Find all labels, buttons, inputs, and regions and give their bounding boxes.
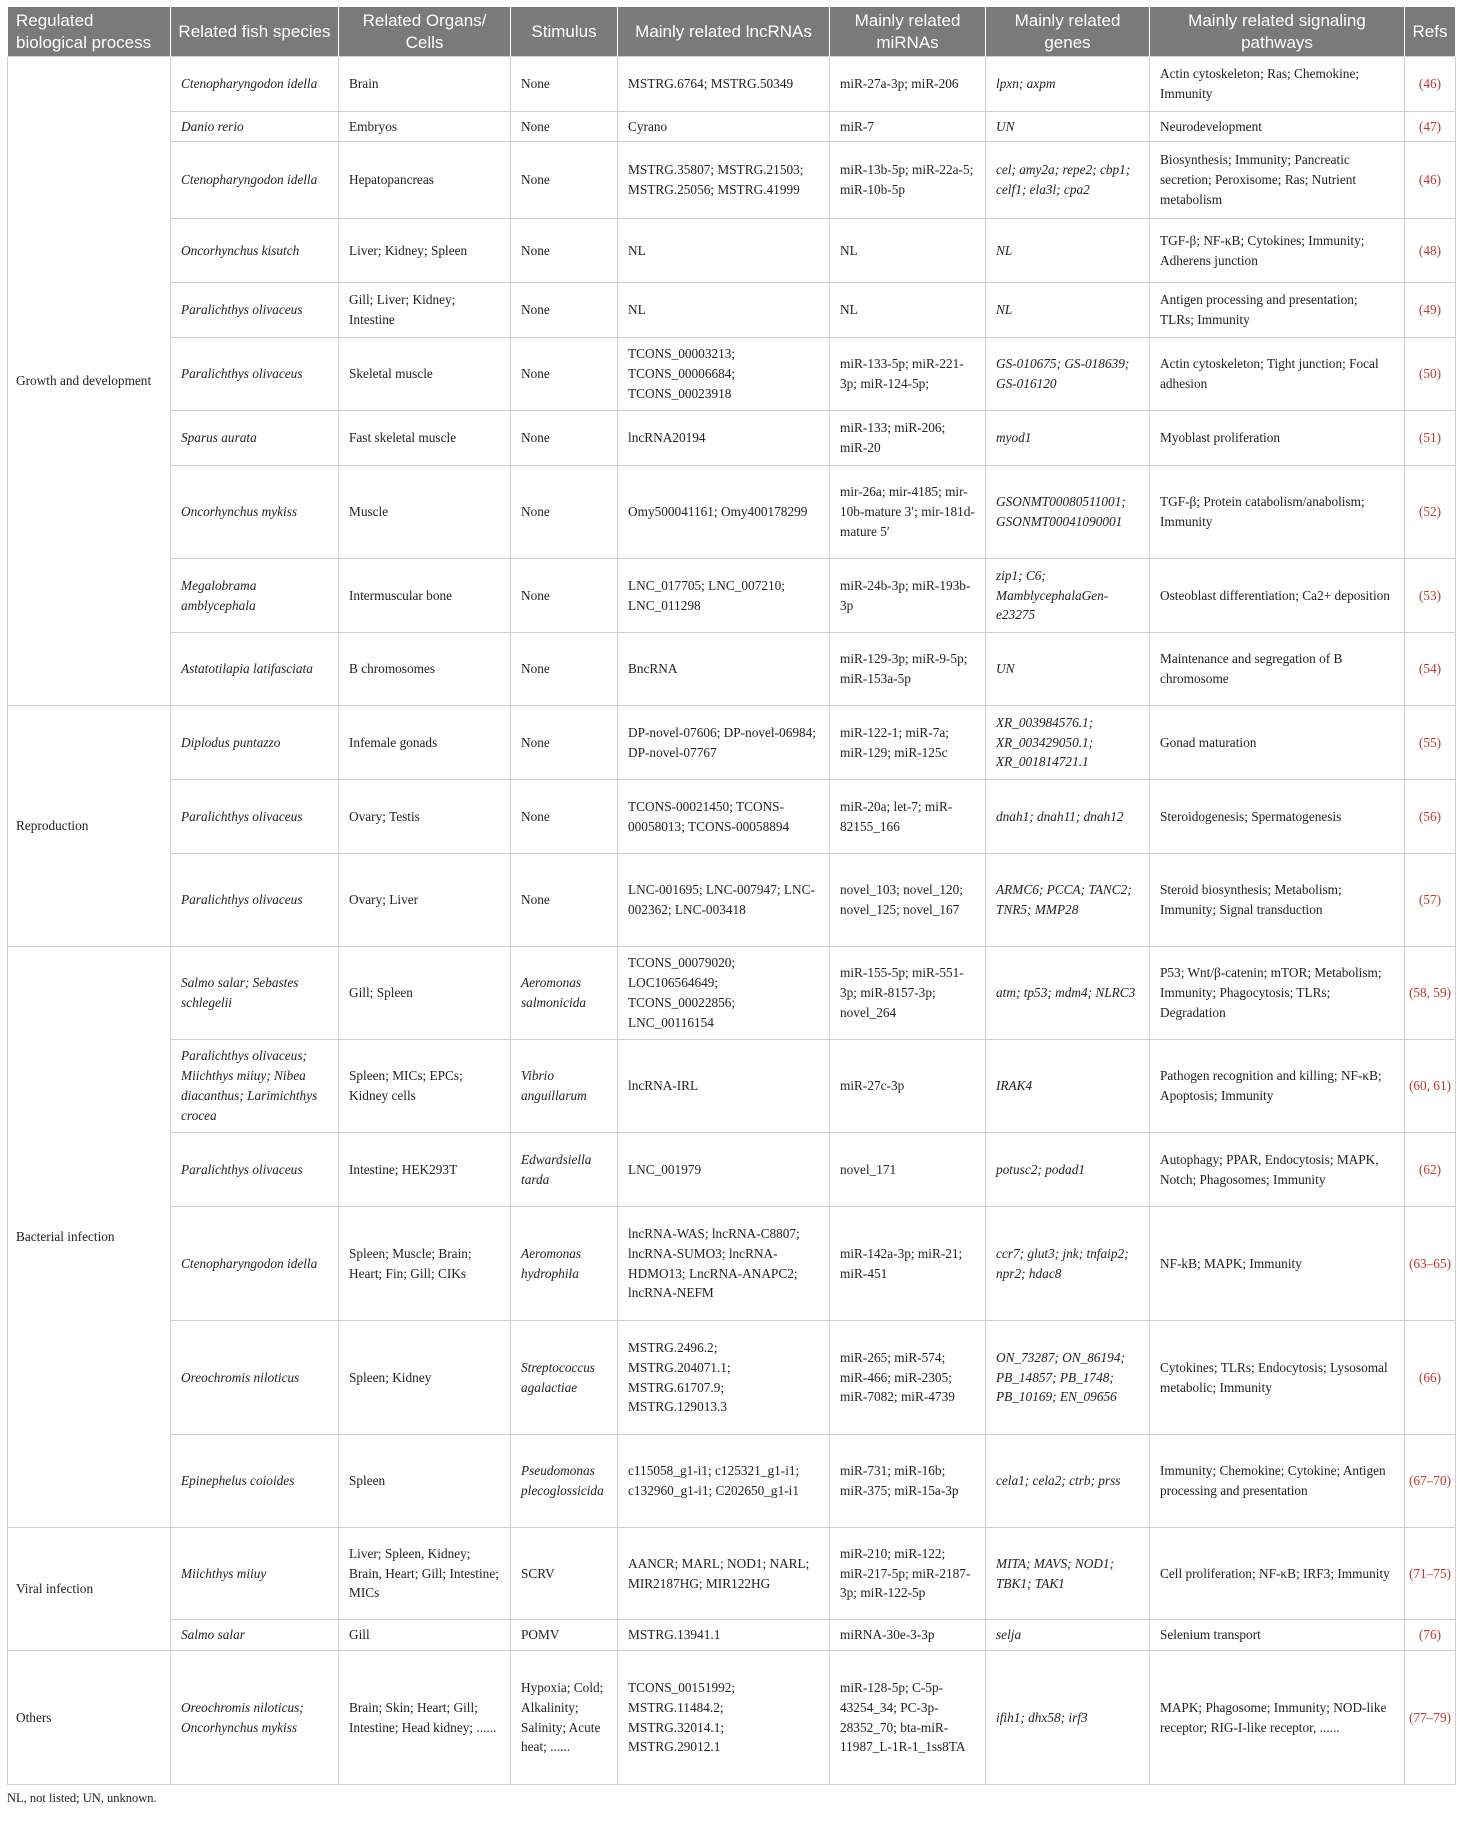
species-cell: Miichthys miiuy <box>171 1528 339 1620</box>
genes-cell: ON_73287; ON_86194; PB_14857; PB_1748; PB_10169; EN_09656 <box>986 1321 1150 1435</box>
mirnas-cell: miR-133; miR-206; miR-20 <box>830 411 986 466</box>
header-genes: Mainly related genes <box>986 7 1150 57</box>
mirnas-cell: NL <box>830 219 986 283</box>
mirnas-cell: miR-129-3p; miR-9-5p; miR-153a-5p <box>830 633 986 706</box>
table-row <box>8 411 1456 466</box>
table-row <box>8 219 1456 283</box>
species-cell: Salmo salar <box>171 1620 339 1651</box>
stimulus-cell: None <box>511 559 618 633</box>
mirnas-cell: mir-26a; mir-4185; mir-10b-mature 3′; mir-181d-mature 5′ <box>830 466 986 559</box>
lncrnas-cell: MSTRG.35807; MSTRG.21503; MSTRG.25056; MSTRG.41999 <box>618 142 830 219</box>
stimulus-cell: Streptococcus agalactiae <box>511 1321 618 1435</box>
pathways-cell: Steroidogenesis; Spermatogenesis <box>1150 780 1405 854</box>
organs-cell: Ovary; Liver <box>339 854 511 947</box>
mirnas-cell: NL <box>830 283 986 338</box>
species-cell: Ctenopharyngodon idella <box>171 1207 339 1321</box>
organs-cell: Gill; Spleen <box>339 947 511 1040</box>
header-lncrnas: Mainly related lncRNAs <box>618 7 830 57</box>
mirnas-cell: miR-265; miR-574; miR-466; miR-2305; miR-7082; miR-4739 <box>830 1321 986 1435</box>
table-row <box>8 283 1456 338</box>
mirnas-cell: miR-210; miR-122; miR-217-5p; miR-2187-3p; miR-122-5p <box>830 1528 986 1620</box>
pathways-cell: TGF-β; NF-κB; Cytokines; Immunity; Adherens junction <box>1150 219 1405 283</box>
table-row <box>8 1321 1456 1435</box>
process-cell: Bacterial infection <box>8 947 171 1528</box>
genes-cell: NL <box>986 283 1150 338</box>
refs-cell: (54) <box>1405 633 1456 706</box>
pathways-cell: Gonad maturation <box>1150 706 1405 780</box>
stimulus-cell: Aeromonas salmonicida <box>511 947 618 1040</box>
organs-cell: Brain; Skin; Heart; Gill; Intestine; Head kidney; ...... <box>339 1651 511 1785</box>
pathways-cell: TGF-β; Protein catabolism/anabolism; Immunity <box>1150 466 1405 559</box>
organs-cell: Brain <box>339 57 511 112</box>
mirnas-cell: novel_103; novel_120; novel_125; novel_167 <box>830 854 986 947</box>
pathways-cell: Neurodevelopment <box>1150 112 1405 142</box>
genes-cell: UN <box>986 633 1150 706</box>
mirnas-cell: miR-7 <box>830 112 986 142</box>
stimulus-cell: Aeromonas hydrophila <box>511 1207 618 1321</box>
header-process: Regulated biological process <box>8 7 171 57</box>
genes-cell: MITA; MAVS; NOD1; TBK1; TAK1 <box>986 1528 1150 1620</box>
refs-cell: (53) <box>1405 559 1456 633</box>
organs-cell: Spleen; Muscle; Brain; Heart; Fin; Gill; CIKs <box>339 1207 511 1321</box>
stimulus-cell: None <box>511 338 618 411</box>
genes-cell: NL <box>986 219 1150 283</box>
pathways-cell: MAPK; Phagosome; Immunity; NOD-like receptor; RIG-I-like receptor, ...... <box>1150 1651 1405 1785</box>
organs-cell: Spleen <box>339 1435 511 1528</box>
refs-cell: (46) <box>1405 57 1456 112</box>
mirnas-cell: miR-142a-3p; miR-21; miR-451 <box>830 1207 986 1321</box>
pathways-cell: Actin cytoskeleton; Ras; Chemokine; Immunity <box>1150 57 1405 112</box>
table-footnote: NL, not listed; UN, unknown. <box>7 1791 157 1805</box>
lncrnas-cell: MSTRG.13941.1 <box>618 1620 830 1651</box>
genes-cell: potusc2; podad1 <box>986 1133 1150 1207</box>
stimulus-cell: None <box>511 142 618 219</box>
table-container <box>7 7 1455 1806</box>
species-cell: Paralichthys olivaceus <box>171 1133 339 1207</box>
species-cell: Sparus aurata <box>171 411 339 466</box>
lncrnas-cell: MSTRG.2496.2; MSTRG.204071.1; MSTRG.61707.9; MSTRG.129013.3 <box>618 1321 830 1435</box>
refs-cell: (77–79) <box>1405 1651 1456 1785</box>
process-cell: Reproduction <box>8 706 171 947</box>
lncrnas-cell: lncRNA-IRL <box>618 1040 830 1133</box>
species-cell: Megalobrama amblycephala <box>171 559 339 633</box>
mirnas-cell: novel_171 <box>830 1133 986 1207</box>
lncrnas-cell: MSTRG.6764; MSTRG.50349 <box>618 57 830 112</box>
lncrnas-cell: LNC-001695; LNC-007947; LNC-002362; LNC-003418 <box>618 854 830 947</box>
lncrnas-cell: NL <box>618 283 830 338</box>
organs-cell: Spleen; MICs; EPCs; Kidney cells <box>339 1040 511 1133</box>
lncrnas-cell: TCONS_00003213; TCONS_00006684; TCONS_00023918 <box>618 338 830 411</box>
stimulus-cell: None <box>511 57 618 112</box>
pathways-cell: NF-kB; MAPK; Immunity <box>1150 1207 1405 1321</box>
header-organs: Related Organs/ Cells <box>339 7 511 57</box>
refs-cell: (51) <box>1405 411 1456 466</box>
stimulus-cell: Vibrio anguillarum <box>511 1040 618 1133</box>
lncrnas-cell: AANCR; MARL; NOD1; NARL; MIR2187HG; MIR122HG <box>618 1528 830 1620</box>
organs-cell: Skeletal muscle <box>339 338 511 411</box>
stimulus-cell: None <box>511 112 618 142</box>
lncrnas-cell: DP-novel-07606; DP-novel-06984; DP-novel-07767 <box>618 706 830 780</box>
pathways-cell: Biosynthesis; Immunity; Pancreatic secretion; Peroxisome; Ras; Nutrient metabolism <box>1150 142 1405 219</box>
header-row <box>8 7 1456 57</box>
refs-cell: (58, 59) <box>1405 947 1456 1040</box>
lncrnas-cell: LNC_001979 <box>618 1133 830 1207</box>
pathways-cell: Antigen processing and presentation; TLRs; Immunity <box>1150 283 1405 338</box>
organs-cell: Embryos <box>339 112 511 142</box>
lncrnas-cell: lncRNA-WAS; lncRNA-C8807; lncRNA-SUMO3; lncRNA-HDMO13; LncRNA-ANAPC2; lncRNA-NEFM <box>618 1207 830 1321</box>
mirnas-cell: miRNA-30e-3-3p <box>830 1620 986 1651</box>
table-row <box>8 1040 1456 1133</box>
refs-cell: (76) <box>1405 1620 1456 1651</box>
stimulus-cell: None <box>511 466 618 559</box>
stimulus-cell: Pseudomonas plecoglossicida <box>511 1435 618 1528</box>
refs-cell: (67–70) <box>1405 1435 1456 1528</box>
genes-cell: IRAK4 <box>986 1040 1150 1133</box>
organs-cell: Infemale gonads <box>339 706 511 780</box>
stimulus-cell: None <box>511 633 618 706</box>
mirnas-cell: miR-155-5p; miR-551-3p; miR-8157-3p; novel_264 <box>830 947 986 1040</box>
table-row <box>8 633 1456 706</box>
genes-cell: myod1 <box>986 411 1150 466</box>
refs-cell: (60, 61) <box>1405 1040 1456 1133</box>
refs-cell: (50) <box>1405 338 1456 411</box>
table-row <box>8 1620 1456 1651</box>
species-cell: Paralichthys olivaceus <box>171 338 339 411</box>
stimulus-cell: None <box>511 219 618 283</box>
lncrnas-cell: lncRNA20194 <box>618 411 830 466</box>
genes-cell: GS-010675; GS-018639; GS-016120 <box>986 338 1150 411</box>
pathways-cell: Autophagy; PPAR, Endocytosis; MAPK, Notch; Phagosomes; Immunity <box>1150 1133 1405 1207</box>
genes-cell: lpxn; axpm <box>986 57 1150 112</box>
genes-cell: GSONMT00080511001; GSONMT00041090001 <box>986 466 1150 559</box>
pathways-cell: P53; Wnt/β-catenin; mTOR; Metabolism; Immunity; Phagocytosis; TLRs; Degradation <box>1150 947 1405 1040</box>
refs-cell: (57) <box>1405 854 1456 947</box>
stimulus-cell: Hypoxia; Cold; Alkalinity; Salinity; Acute heat; ...... <box>511 1651 618 1785</box>
species-cell: Ctenopharyngodon idella <box>171 142 339 219</box>
lncrnas-cell: Cyrano <box>618 112 830 142</box>
table-row <box>8 142 1456 219</box>
organs-cell: Spleen; Kidney <box>339 1321 511 1435</box>
pathways-cell: Actin cytoskeleton; Tight junction; Focal adhesion <box>1150 338 1405 411</box>
species-cell: Oncorhynchus mykiss <box>171 466 339 559</box>
pathways-cell: Steroid biosynthesis; Metabolism; Immunity; Signal transduction <box>1150 854 1405 947</box>
species-cell: Paralichthys olivaceus; Miichthys miiuy; Nibea diacanthus; Larimichthys crocea <box>171 1040 339 1133</box>
pathways-cell: Osteoblast differentiation; Ca2+ deposition <box>1150 559 1405 633</box>
refs-cell: (52) <box>1405 466 1456 559</box>
refs-cell: (56) <box>1405 780 1456 854</box>
genes-cell: ifih1; dhx58; irf3 <box>986 1651 1150 1785</box>
table-row <box>8 706 1456 780</box>
process-cell: Others <box>8 1651 171 1785</box>
refs-cell: (55) <box>1405 706 1456 780</box>
organs-cell: Fast skeletal muscle <box>339 411 511 466</box>
stimulus-cell: Edwardsiella tarda <box>511 1133 618 1207</box>
refs-cell: (62) <box>1405 1133 1456 1207</box>
genes-cell: zip1; C6; MamblycephalaGen-e23275 <box>986 559 1150 633</box>
organs-cell: Intermuscular bone <box>339 559 511 633</box>
pathways-cell: Maintenance and segregation of B chromosome <box>1150 633 1405 706</box>
organs-cell: Hepatopancreas <box>339 142 511 219</box>
mirnas-cell: miR-27a-3p; miR-206 <box>830 57 986 112</box>
species-cell: Astatotilapia latifasciata <box>171 633 339 706</box>
mirnas-cell: miR-27c-3p <box>830 1040 986 1133</box>
header-stimulus: Stimulus <box>511 7 618 57</box>
mirnas-cell: miR-128-5p; C-5p-43254_34; PC-3p-28352_70; bta-miR-11987_L-1R-1_1ss8TA <box>830 1651 986 1785</box>
refs-cell: (47) <box>1405 112 1456 142</box>
mirnas-cell: miR-133-5p; miR-221-3p; miR-124-5p; <box>830 338 986 411</box>
lncrnas-cell: TCONS_00079020; LOC106564649; TCONS_00022856; LNC_00116154 <box>618 947 830 1040</box>
species-cell: Epinephelus coioides <box>171 1435 339 1528</box>
pathways-cell: Myoblast proliferation <box>1150 411 1405 466</box>
stimulus-cell: None <box>511 706 618 780</box>
pathways-cell: Cytokines; TLRs; Endocytosis; Lysosomal metabolic; Immunity <box>1150 1321 1405 1435</box>
lncrnas-cell: BncRNA <box>618 633 830 706</box>
table-row <box>8 854 1456 947</box>
organs-cell: Gill; Liver; Kidney; Intestine <box>339 283 511 338</box>
mirnas-cell: miR-24b-3p; miR-193b-3p <box>830 559 986 633</box>
lncrnas-cell: Omy500041161; Omy400178299 <box>618 466 830 559</box>
table-row <box>8 1435 1456 1528</box>
organs-cell: Liver; Kidney; Spleen <box>339 219 511 283</box>
stimulus-cell: SCRV <box>511 1528 618 1620</box>
stimulus-cell: None <box>511 854 618 947</box>
refs-cell: (49) <box>1405 283 1456 338</box>
species-cell: Paralichthys olivaceus <box>171 854 339 947</box>
refs-cell: (63–65) <box>1405 1207 1456 1321</box>
table-row <box>8 466 1456 559</box>
organs-cell: Gill <box>339 1620 511 1651</box>
table-row <box>8 338 1456 411</box>
species-cell: Danio rerio <box>171 112 339 142</box>
genes-cell: XR_003984576.1; XR_003429050.1; XR_001814721.1 <box>986 706 1150 780</box>
table-row <box>8 780 1456 854</box>
stimulus-cell: POMV <box>511 1620 618 1651</box>
organs-cell: Liver; Spleen, Kidney; Brain, Heart; Gill; Intestine; MICs <box>339 1528 511 1620</box>
lncrnas-cell: NL <box>618 219 830 283</box>
organs-cell: Intestine; HEK293T <box>339 1133 511 1207</box>
genes-cell: ARMC6; PCCA; TANC2; TNR5; MMP28 <box>986 854 1150 947</box>
stimulus-cell: None <box>511 411 618 466</box>
species-cell: Diplodus puntazzo <box>171 706 339 780</box>
table-row <box>8 1207 1456 1321</box>
species-cell: Salmo salar; Sebastes schlegelii <box>171 947 339 1040</box>
pathways-cell: Cell proliferation; NF-κB; IRF3; Immunity <box>1150 1528 1405 1620</box>
header-refs: Refs <box>1405 7 1456 57</box>
genes-cell: cela1; cela2; ctrb; prss <box>986 1435 1150 1528</box>
mirnas-cell: miR-731; miR-16b; miR-375; miR-15a-3p <box>830 1435 986 1528</box>
genes-cell: dnah1; dnah11; dnah12 <box>986 780 1150 854</box>
refs-cell: (48) <box>1405 219 1456 283</box>
refs-cell: (46) <box>1405 142 1456 219</box>
mirnas-cell: miR-13b-5p; miR-22a-5; miR-10b-5p <box>830 142 986 219</box>
genes-cell: cel; amy2a; repe2; cbp1; celf1; ela3l; cpa2 <box>986 142 1150 219</box>
species-cell: Paralichthys olivaceus <box>171 780 339 854</box>
mirnas-cell: miR-20a; let-7; miR-82155_166 <box>830 780 986 854</box>
lncrnas-cell: TCONS_00151992; MSTRG.11484.2; MSTRG.32014.1; MSTRG.29012.1 <box>618 1651 830 1785</box>
table-row <box>8 559 1456 633</box>
lncrnas-cell: c115058_g1-i1; c125321_g1-i1; c132960_g1-i1; C202650_g1-i1 <box>618 1435 830 1528</box>
organs-cell: Muscle <box>339 466 511 559</box>
process-cell: Viral infection <box>8 1528 171 1651</box>
stimulus-cell: None <box>511 283 618 338</box>
table-row <box>8 57 1456 112</box>
table-row <box>8 1651 1456 1785</box>
organs-cell: Ovary; Testis <box>339 780 511 854</box>
table-row <box>8 947 1456 1040</box>
lncrnas-cell: LNC_017705; LNC_007210; LNC_011298 <box>618 559 830 633</box>
pathways-cell: Selenium transport <box>1150 1620 1405 1651</box>
lncrna-table <box>7 7 1456 1785</box>
genes-cell: UN <box>986 112 1150 142</box>
species-cell: Paralichthys olivaceus <box>171 283 339 338</box>
process-cell: Growth and development <box>8 57 171 706</box>
header-mirnas: Mainly related miRNAs <box>830 7 986 57</box>
organs-cell: B chromosomes <box>339 633 511 706</box>
genes-cell: atm; tp53; mdm4; NLRC3 <box>986 947 1150 1040</box>
table-row <box>8 1133 1456 1207</box>
pathways-cell: Immunity; Chemokine; Cytokine; Antigen processing and presentation <box>1150 1435 1405 1528</box>
pathways-cell: Pathogen recognition and killing; NF-κB; Apoptosis; Immunity <box>1150 1040 1405 1133</box>
species-cell: Oreochromis niloticus; Oncorhynchus mykiss <box>171 1651 339 1785</box>
lncrnas-cell: TCONS-00021450; TCONS-00058013; TCONS-00058894 <box>618 780 830 854</box>
genes-cell: ccr7; glut3; jnk; tnfaip2; npr2; hdac8 <box>986 1207 1150 1321</box>
refs-cell: (71–75) <box>1405 1528 1456 1620</box>
refs-cell: (66) <box>1405 1321 1456 1435</box>
table-row <box>8 112 1456 142</box>
header-pathways: Mainly related signaling pathways <box>1150 7 1405 57</box>
species-cell: Oncorhynchus kisutch <box>171 219 339 283</box>
stimulus-cell: None <box>511 780 618 854</box>
mirnas-cell: miR-122-1; miR-7a; miR-129; miR-125c <box>830 706 986 780</box>
table-row <box>8 1528 1456 1620</box>
species-cell: Ctenopharyngodon idella <box>171 57 339 112</box>
header-species: Related fish species <box>171 7 339 57</box>
species-cell: Oreochromis niloticus <box>171 1321 339 1435</box>
genes-cell: selja <box>986 1620 1150 1651</box>
